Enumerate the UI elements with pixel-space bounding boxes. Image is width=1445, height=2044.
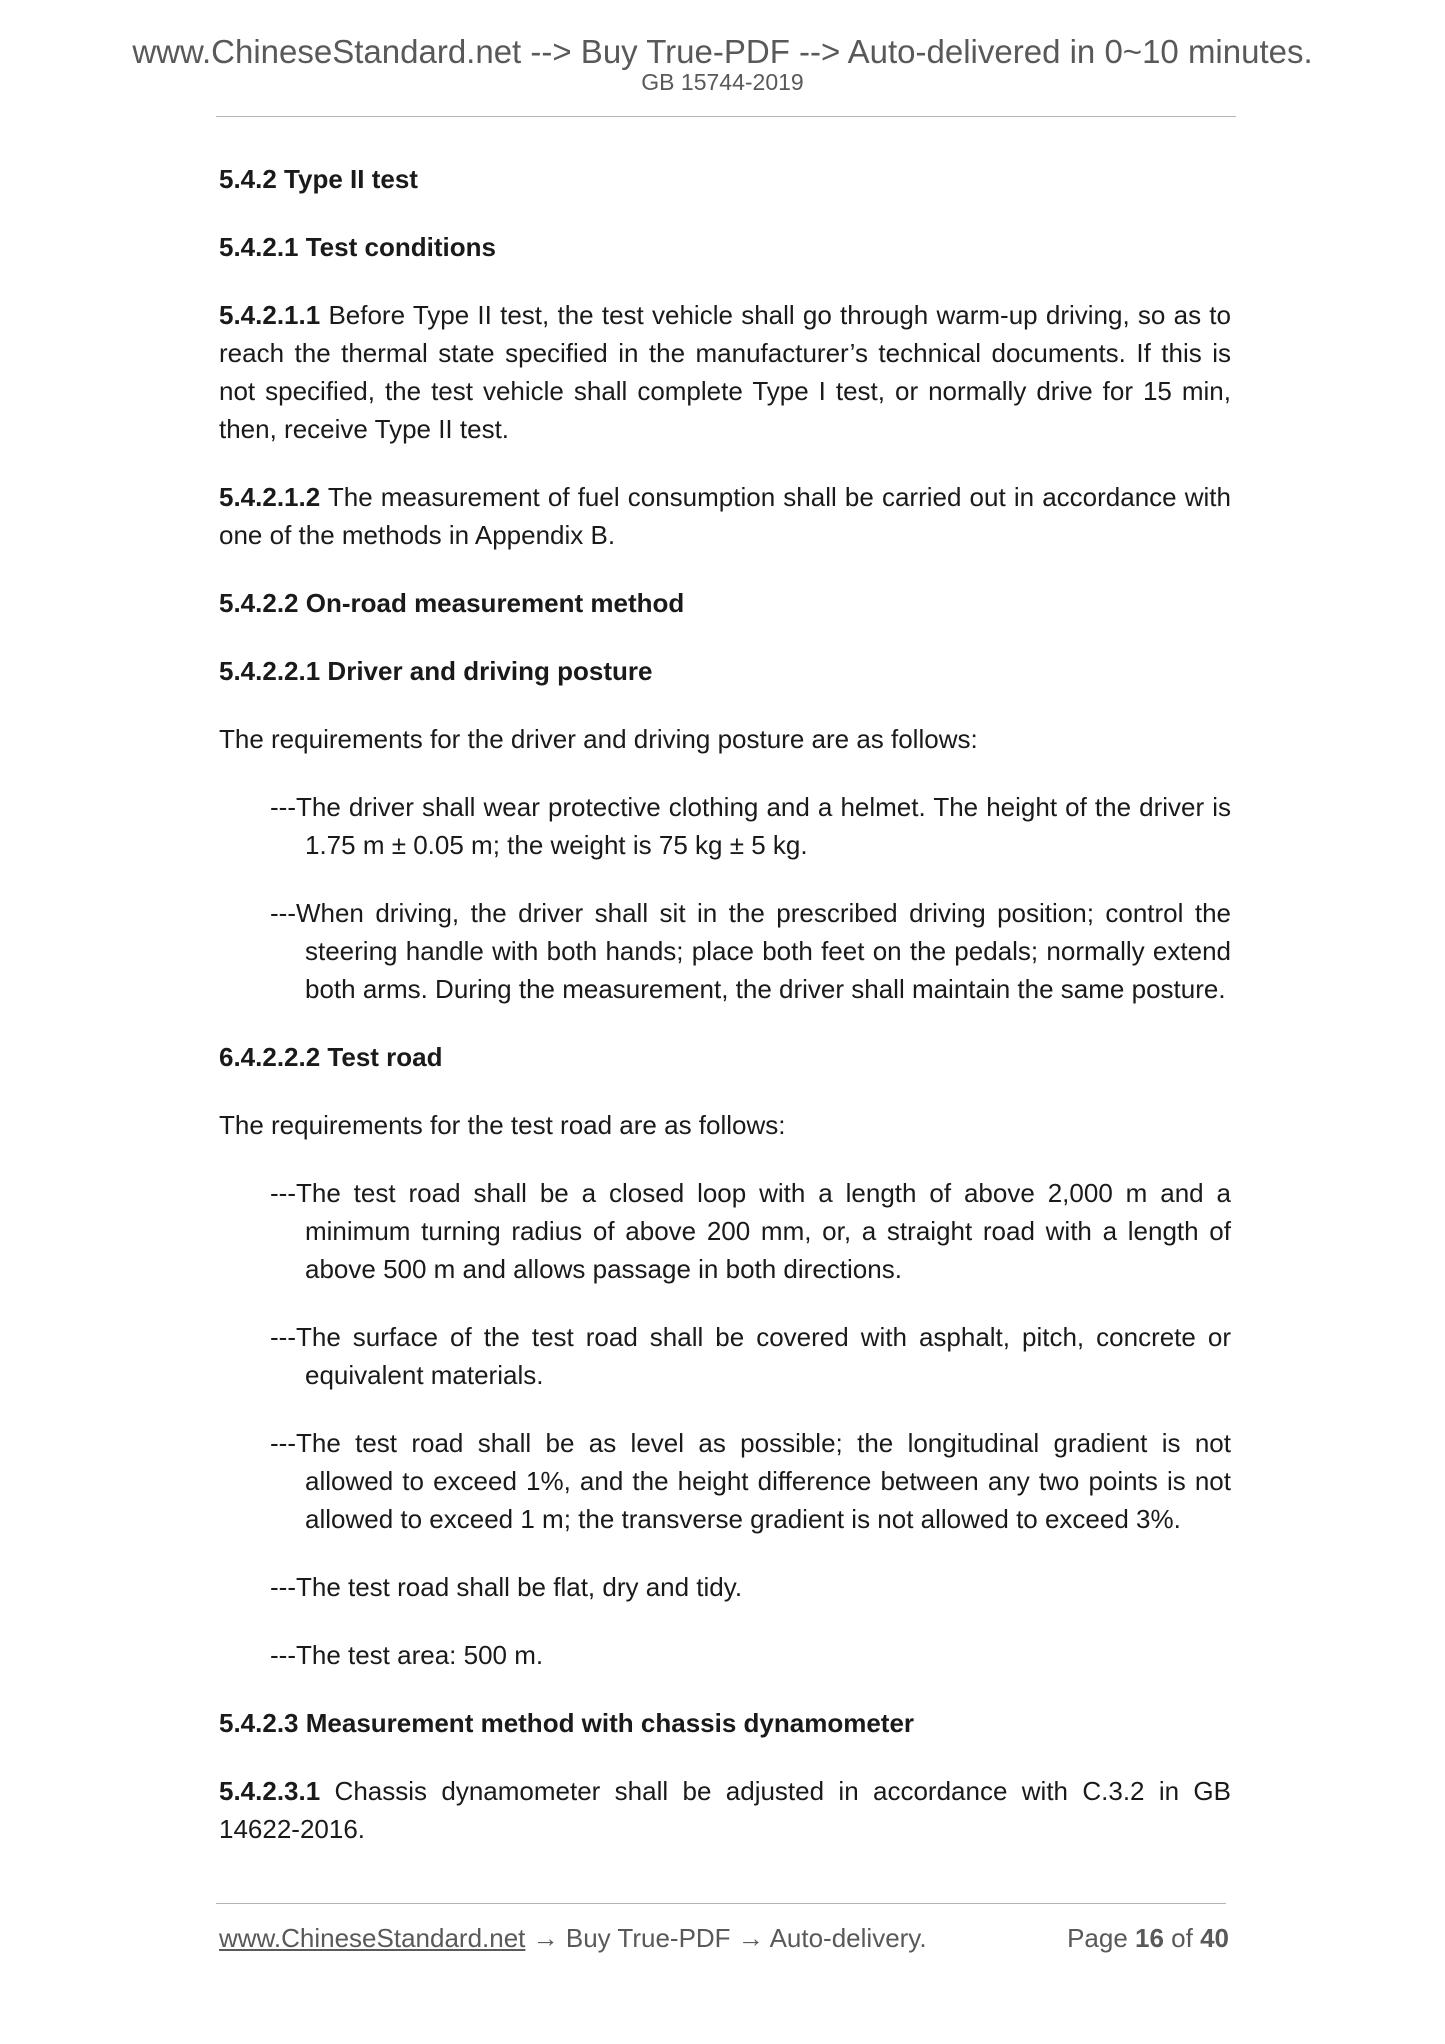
list-item: ---The test area: 500 m. [270,1640,544,1670]
list-item: ---The surface of the test road shall be covered with asphalt, pitch, concrete or equivalent materials. [270,1322,1231,1390]
standard-number: GB 15744-2019 [641,69,804,95]
heading-5-4-2-2-1: 5.4.2.2.1 Driver and driving posture [219,656,653,686]
road-intro: The requirements for the test road are as follows: [219,1110,786,1140]
header-divider [216,116,1236,117]
footer-tagline: → Buy True-PDF → Auto-delivery. [525,1923,927,1953]
page-total: 40 [1200,1923,1229,1953]
page-indicator [1067,1918,1229,1958]
heading-6-4-2-2-2: 6.4.2.2.2 Test road [219,1042,443,1072]
site-banner: www.ChineseStandard.net --> Buy True-PDF --> Auto-delivered in 0~10 minutes. [132,33,1313,70]
heading-5-4-2: 5.4.2 Type II test [219,164,418,194]
page-label: Page [1067,1923,1136,1953]
heading-5-4-2-3: 5.4.2.3 Measurement method with chassis dynamometer [219,1708,915,1738]
list-item: ---The driver shall wear protective clothing and a helmet. The height of the driver is 1.75 m ± 0.05 m; the weight is 75 kg ± 5 kg. [270,792,1231,860]
clause-number: 5.4.2.3.1 [219,1776,321,1806]
list-item: ---The test road shall be flat, dry and tidy. [270,1572,743,1602]
clause-5-4-2-1-1 [219,296,1231,448]
footer-divider [216,1903,1226,1904]
clause-5-4-2-3-1 [219,1772,1231,1848]
of-label: of [1163,1923,1201,1953]
clause-text: The measurement of fuel consumption shall be carried out in accordance with one of the methods in Appendix B. [219,482,1231,550]
page-number: 16 [1135,1923,1164,1953]
clause-number: 5.4.2.1.2 [219,482,321,512]
list-item: ---The test road shall be as level as possible; the longitudinal gradient is not allowed to exceed 1%, and the height difference between any two points is not allowed to exceed 1 m; the transverse gradient is not allowed to exceed 3%. [270,1428,1231,1534]
page-footer [219,1918,1229,1958]
driver-intro: The requirements for the driver and driving posture are as follows: [219,724,978,754]
clause-number: 5.4.2.1.1 [219,300,321,330]
heading-5-4-2-2: 5.4.2.2 On-road measurement method [219,588,685,618]
heading-5-4-2-1: 5.4.2.1 Test conditions [219,232,496,262]
site-link[interactable]: www.ChineseStandard.net [219,1923,526,1953]
list-item: ---The test road shall be a closed loop with a length of above 2,000 m and a minimum turning radius of above 200 mm, or, a straight road with a length of above 500 m and allows passage in both directions. [270,1178,1231,1284]
clause-5-4-2-1-2 [219,478,1231,554]
clause-text: Before Type II test, the test vehicle shall go through warm-up driving, so as to reach the thermal state specified in the manufacturer’s technical documents. If this is not specified, the test vehicle shall complete Type I test, or normally drive for 15 min, then, receive Type II test. [219,300,1231,444]
list-item: ---When driving, the driver shall sit in the prescribed driving position; control the steering handle with both hands; place both feet on the pedals; normally extend both arms. During the measurement, the driver shall maintain the same posture. [270,898,1231,1004]
page-content [219,160,1231,1878]
clause-text: Chassis dynamometer shall be adjusted in accordance with C.3.2 in GB 14622-2016. [219,1776,1231,1844]
